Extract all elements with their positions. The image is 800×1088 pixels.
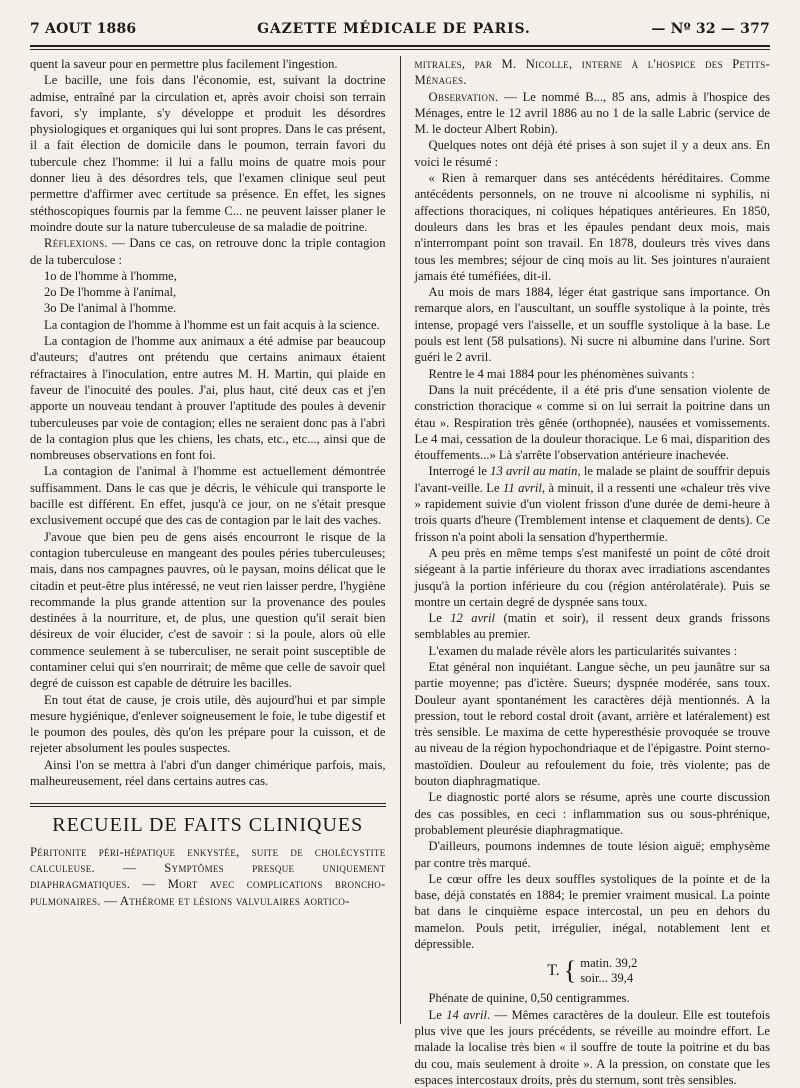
article-title: Péritonite péri-hépatique enkystée, suite de cholécystite calculeuse. — Symptômes presque uniquement diaphragmatiques. — Mort avec complications broncho-pulmonaires. — Athérome et lésions valvulaires aortico-	[30, 844, 386, 908]
section-rule	[30, 806, 386, 807]
text-run: Interrogé le	[428, 464, 491, 479]
observation-label: Observation.	[428, 89, 499, 104]
paragraph: La contagion de l'homme aux animaux a été admise par beaucoup d'auteurs; d'autres ont prétendu que certains animaux étaient réfractaires à l'inoculation, entre autres M. H. Martin, qui plaide en faveur de l'inocuité des poules. J'ai, plus haut, cité deux cas et j'en apporte un nouveau tendant à prouver l'aptitude des poules à devenir tuberculeuses par voie de contagion; elles ne seraient donc pas à l'abri de la contagion plus que les chiens, les chats, etc., etc..., ainsi que de nombreuses observations en font foi.	[30, 334, 386, 463]
brace-glyph: {	[563, 956, 577, 986]
paragraph: Quelques notes ont déjà été prises à son sujet il y a deux ans. En voici le résumé :	[414, 138, 771, 169]
paragraph: La contagion de l'homme à l'homme est un fait acquis à la science.	[44, 317, 380, 332]
column-divider	[400, 56, 401, 1024]
list-item: 1o de l'homme à l'homme,	[44, 268, 177, 283]
paragraph: Rentre le 4 mai 1884 pour les phénomènes suivants :	[428, 366, 695, 381]
newspaper-page	[30, 14, 771, 1087]
paragraph: Phénate de quinine, 0,50 centigrammes.	[428, 991, 630, 1006]
article-title-continued: mitrales, par M. Nicolle, interne à l'hospice des Petits-Ménages.	[414, 57, 771, 88]
paragraph: L'examen du malade révèle alors les particularités suivantes :	[428, 643, 738, 658]
paragraph: Le bacille, une fois dans l'économie, est, suivant la doctrine admise, entraîné par la circulation et, après avoir choisi son terrain favori, s'y implante, s'y développe et produit les désordres physiologiques et organiques qui lui sont propres. Dans le cas présent, il a fait élection de domicile dans le poumon, terrain favori du tubercule chez l'homme: il lui a fallu moins de quatre mois pour donner lieu à des désordres tels, que l'examen clinique seul peut permettre d'affirmer avec certitude sa présence. En effet, les signes stéthoscopiques fournis par la femme C... ne peuvent laisser planer le moindre doute sur la nature tuberculeuse de sa maladie de poitrine.	[30, 73, 386, 234]
text-run: Le	[428, 1007, 447, 1022]
date-italic: 11 avril	[503, 480, 542, 495]
paragraph-observation	[415, 89, 771, 138]
paragraph: Dans la nuit précédente, il a été pris d'une sensation violente de constriction thoracique « comme si on lui serrait la poitrine dans un étau ». Respiration très gênée (orthopnée), nausées et vomissements. Le 4 mai, cessation de la douleur thoracique. Le 6 mai, disparition des étouffements...» Là s'arrête l'observation antérieure inachevée.	[414, 382, 771, 463]
reflexions-text: — Dans ce cas, on retrouve donc la triple contagion de la tuberculose :	[30, 236, 386, 267]
text-run: . — Mêmes caractères de la douleur. Elle est toutefois plus vive que les jours précédents, se réveille au moindre effort. Le malade la localise très bien « il souffre de toute la poitrine et du bas du cou, mais seulement à droite ». A la pression, on constate que les espaces intercostaux droits, près du sternum, sont très sensibles.	[414, 1007, 771, 1087]
header-rule	[30, 45, 770, 50]
temperature-morning: matin. 39,2	[580, 956, 638, 971]
paragraph: J'avoue que bien peu de gens aisés encourront le risque de la contagion tuberculeuse en mangeant des poules péries tuberculeuses; mais, dans nos campagnes pauvres, où le paysan, moins délicat que le citadin et peut-être plus intéressé, ne veut rien laisser perdre, l'hygiène recommande la plus grande attention sur la provenance des poules destinées à la nourriture, et, de plus, une question qu'il serait bien désireux de voir élucider, c'est de savoir : si la poule, alors où elle commence seulement à se tuberculiser, ne serait point susceptible de contaminer celui qui s'en nourrirait; de même que celle de savoir quel degré de cuisson est capable de détruire les bacilles.	[30, 529, 386, 691]
paragraph: Au mois de mars 1884, léger état gastrique sans importance. On remarque alors, en l'auscultant, un souffle systolique à la pointe, très intense, propagé vers l'aisselle, et un souffle systolique à la base. Le pouls est lent (58 pulsations). Ni sucre ni albumine dans l'urine. Sort guéri le 2 avril.	[414, 285, 771, 365]
paragraph: Le diagnostic porté alors se résume, après une courte discussion des cas possibles, en ceci : inflammation sus ou sous-phrénique, probablement pleurésie diaphragmatique.	[414, 790, 771, 837]
page-header	[30, 14, 770, 44]
date-italic: 13 avril au matin	[490, 464, 578, 479]
section-rule	[30, 803, 386, 804]
paragraph	[415, 463, 771, 544]
paragraph: Le cœur offre les deux souffles systoliques de la pointe et de la base, déjà constatés en 1884; le premier vraiment musical. La pointe bat dans le cinquième espace intercostal, un peu en dehors du mamelon. Pouls petit, irrégulier, inégal, notablement lent et dépressible.	[414, 871, 771, 952]
text-run: (matin et soir), il ressent deux grands frissons semblables au premier.	[414, 611, 771, 642]
header-date: 7 AOUT 1886	[30, 21, 137, 37]
list-item: 3o De l'animal à l'homme.	[44, 301, 177, 316]
temperature-evening: soir... 39,4	[580, 971, 634, 986]
left-column	[30, 56, 386, 1024]
journal-title: GAZETTE MÉDICALE DE PARIS.	[257, 21, 531, 37]
paragraph	[415, 610, 771, 643]
list-item: 2o De l'homme à l'animal,	[44, 285, 177, 300]
right-column	[414, 56, 771, 1087]
issue-page-number: — Nº 32 — 377	[651, 21, 770, 37]
date-italic: 12 avril	[450, 611, 496, 626]
section-title: RECUEIL DE FAITS CLINIQUES	[52, 814, 364, 837]
reflexions-label: Réflexions.	[44, 236, 108, 251]
text-run: , le malade se plaint de souffrir depuis l'avant-veille. Le	[414, 464, 771, 495]
observation-text: — Le nommé B..., 85 ans, admis à l'hospice des Ménages, entre le 12 avril 1886 au no 1 de la salle Labric (service de M. le docteur Albert Robin).	[414, 89, 771, 137]
paragraph: Etat général non inquiétant. Langue sèche, un peu jaunâtre sur sa partie moyenne; pas d'ictère. Sueurs; dyspnée modérée, sans toux. Douleur ayant spontanément les caractères déjà mentionnés. A la pression, tout le rebord costal droit (avant, arrière et latéralement) est très sensible. Le maxima de cette hyperesthésie provoquée se trouve au niveau de la région hypochondriaque et de l'épigastre. Point sterno-mastoïdien. Douleur au refoulement du foie, très violente; pas de bouton diaphragmatique.	[414, 659, 771, 789]
paragraph: « Rien à remarquer dans ses antécédents héréditaires. Comme antécédents personnels, on ne trouve ni alcoolisme ni syphilis, ni affections thoraciques, ni coliques hépatiques antérieures. En 1850, douleurs dans les bras et les épaules pendant deux mois, mais n'interrompant point son travail. En 1878, douleurs très vives dans tous les membres; séjour de cinq mois au lit. Ses jointures n'auraient jamais été tuméfiées, dit-il.	[414, 171, 771, 283]
paragraph: Ainsi l'on se mettra à l'abri d'un danger chimérique parfois, mais, malheureusement, réel dans certains autres cas.	[30, 757, 386, 789]
paragraph	[415, 1007, 771, 1088]
text-columns	[30, 56, 771, 1087]
text-run: , à minuit, il a ressenti une «chaleur très vive » rapidement suivie d'un violent frisson d'une durée de demi-heure à trois quarts d'heure (Tremblement intense et claquement de dents). Ce frisson n'a point aboli la sensation d'hyperthermie.	[414, 480, 771, 544]
temperature-readings	[415, 956, 771, 986]
text-run: Le	[428, 611, 451, 626]
paragraph-reflexions	[30, 235, 386, 268]
paragraph: A peu près en même temps s'est manifesté un point de côté droit siégeant à la partie inférieure du thorax avec irradiations ascendantes jusqu'à la portion inférieure du cou (région antérolatérale). Puis se montre un certain degré de dyspnée sans toux.	[414, 545, 771, 609]
paragraph: En tout état de cause, je crois utile, dès aujourd'hui et par simple mesure hygiénique, d'enlever soigneusement le foie, le tube digestif et le poumon des poules, dès qu'on les prépare pour la cuisson, et de rejeter absolument les poules suspectes.	[30, 692, 386, 756]
date-italic: 14 avril	[446, 1007, 487, 1022]
paragraph: quent la saveur pour en permettre plus facilement l'ingestion.	[30, 57, 338, 71]
temperature-label: T.	[547, 962, 560, 980]
paragraph: D'ailleurs, poumons indemnes de toute lésion aiguë; emphysème par contre très marqué.	[414, 839, 771, 870]
paragraph: La contagion de l'animal à l'homme est actuellement démontrée suffisamment. Dans le cas que je décris, le véhicule qui transporte le bacille est différent. En effet, jusqu'à ce jour, on ne s'était presque exclusivement occupé que des cas de contagion par le lait des vaches.	[30, 464, 386, 528]
temperature-values	[580, 956, 637, 986]
